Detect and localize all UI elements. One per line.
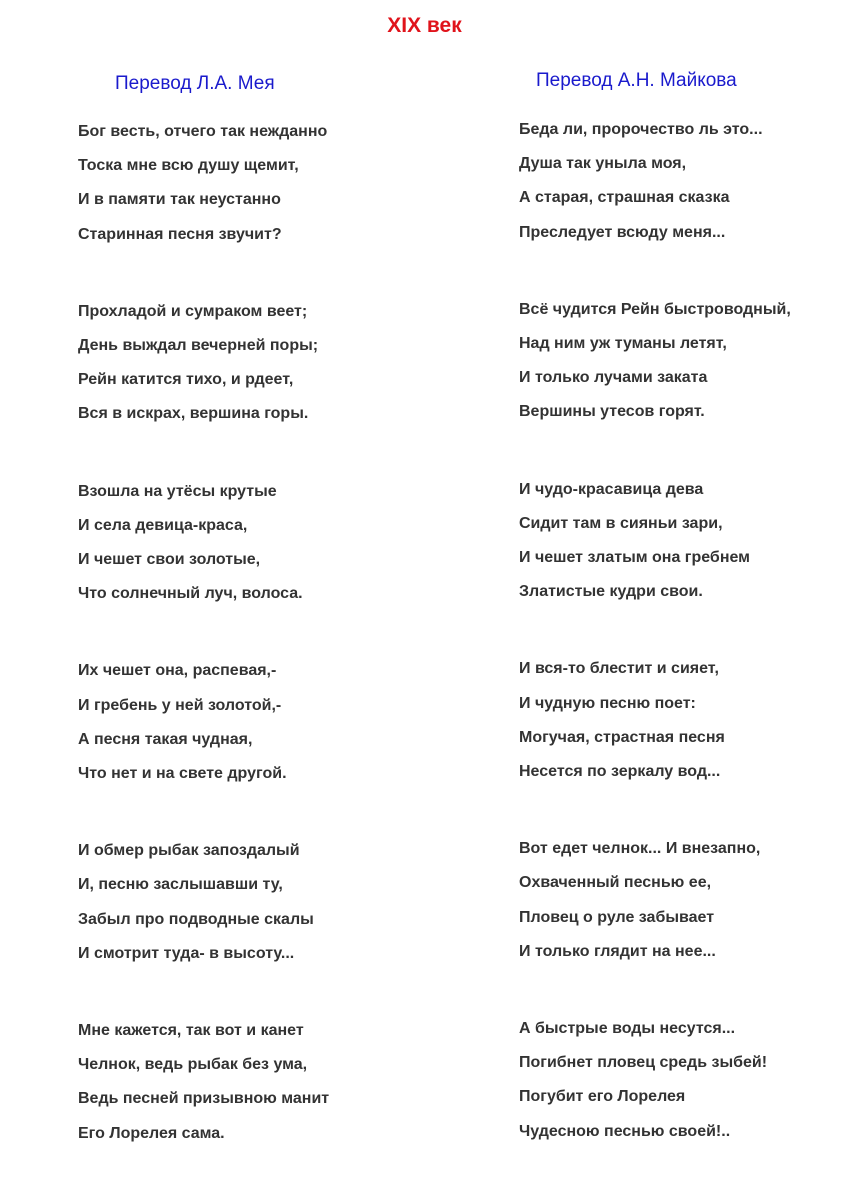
- stanza-list: [78, 115, 329, 1194]
- verse-line: А песня такая чудная,: [78, 730, 253, 748]
- stanza: [78, 654, 329, 791]
- verse-line: Сидит там в сияньи зари,: [519, 514, 723, 532]
- verse-line: Ведь песней призывною манит: [78, 1090, 330, 1108]
- verse-line: Несется по зеркалу вод...: [519, 763, 721, 781]
- verse-line: Чудесною песнью своей!..: [519, 1122, 731, 1140]
- verse-line: Что солнечный луч, волоса.: [78, 585, 303, 603]
- verse-line: И гребень у ней золотой,-: [78, 696, 282, 714]
- stanza: [519, 293, 791, 430]
- verse-line: Бог весть, отчего так нежданно: [78, 123, 328, 140]
- verse-line: А быстрые воды несутся...: [519, 1020, 736, 1038]
- verse-line: Вершины утесов горят.: [519, 403, 705, 421]
- stanza: [519, 1012, 791, 1149]
- verse-line: День выждал вечерней поры;: [78, 337, 319, 355]
- stanza: [78, 1014, 329, 1151]
- verse-line: Душа так уныла моя,: [519, 155, 687, 173]
- stanza: [78, 834, 329, 971]
- verse-line: И чешет златым она гребнем: [519, 549, 750, 567]
- verse-line: Пловец о руле забывает: [519, 908, 715, 926]
- stanza: [78, 475, 329, 612]
- stanza: [519, 832, 791, 969]
- verse-line: Всё чудится Рейн быстроводный,: [519, 300, 791, 318]
- verse-line: А старая, страшная сказка: [519, 189, 730, 207]
- stanza: [78, 115, 329, 252]
- verse-line: Что нет и на свете другой.: [78, 765, 287, 783]
- verse-line: Над ним уж туманы летят,: [519, 335, 727, 353]
- verse-line: Погубит его Лорелея: [519, 1088, 686, 1106]
- verse-line: Его Лорелея сама.: [78, 1124, 225, 1142]
- stanza: [519, 652, 791, 789]
- stanza: [519, 113, 791, 250]
- verse-line: Златистые кудри свои.: [519, 583, 703, 601]
- verse-line: И чудную песню поет:: [519, 694, 696, 712]
- verse-line: И чешет свои золотые,: [78, 551, 261, 569]
- verse-line: Старинная песня звучит?: [78, 225, 282, 243]
- verse-line: Вот едет челнок... И внезапно,: [519, 840, 761, 858]
- verse-line: Рейн катится тихо, и рдеет,: [78, 371, 294, 389]
- verse-line: И чудо-красавица дева: [519, 480, 704, 498]
- verse-line: Их чешет она, распевая,-: [78, 662, 277, 680]
- stanza: [519, 473, 791, 610]
- verse-line: Преследует всюду меня...: [519, 223, 726, 241]
- verse-line: И села девица-краса,: [78, 516, 248, 534]
- verse-line: И только лучами заката: [519, 369, 708, 387]
- verse-line: Тоска мне всю душу щемит,: [78, 157, 299, 175]
- verse-line: И обмер рыбак запоздалый: [78, 842, 300, 860]
- verse-line: Охваченный песнью ее,: [519, 874, 712, 892]
- verse-line: Прохладой и сумраком веет;: [78, 302, 308, 320]
- verse-line: И в памяти так неустанно: [78, 191, 281, 209]
- verse-line: Вся в искрах, вершина горы.: [78, 405, 309, 423]
- verse-line: И вся-то блестит и сияет,: [519, 660, 719, 678]
- verse-line: Мне кажется, так вот и канет: [78, 1022, 304, 1040]
- verse-line: И, песню заслышавши ту,: [78, 876, 283, 894]
- verse-line: Могучая, страстная песня: [519, 728, 725, 746]
- column-heading: Перевод Л.А. Мея: [115, 73, 275, 94]
- verse-line: И смотрит туда- в высоту...: [78, 944, 295, 962]
- verse-line: Забыл про подводные скалы: [78, 910, 314, 928]
- verse-line: Беда ли, пророчество ль это...: [519, 121, 763, 138]
- column-heading: Перевод А.Н. Майкова: [536, 70, 737, 91]
- verse-line: Челнок, ведь рыбак без ума,: [78, 1056, 308, 1074]
- stanza: [78, 295, 329, 432]
- page-title: XIX век: [387, 14, 462, 37]
- verse-line: И только глядит на нее...: [519, 942, 716, 960]
- verse-line: Погибнет пловец средь зыбей!: [519, 1054, 768, 1072]
- stanza-list: [519, 113, 791, 1192]
- verse-line: Взошла на утёсы крутые: [78, 482, 277, 500]
